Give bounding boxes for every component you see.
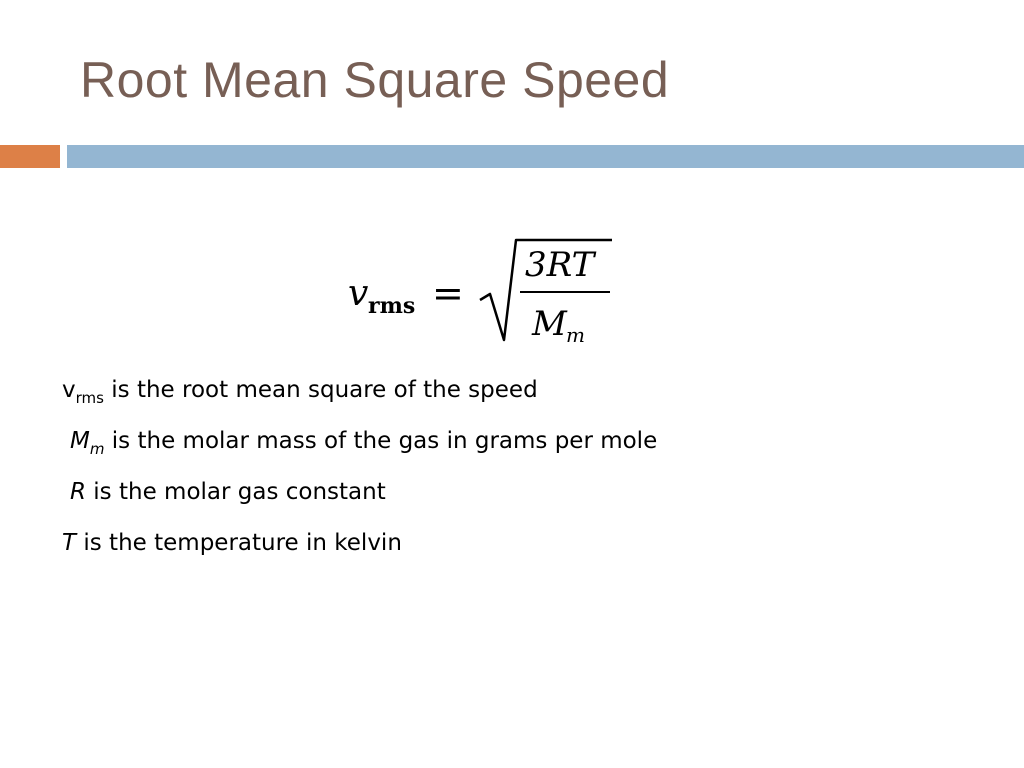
rms-speed-formula [340, 230, 630, 350]
definition-symbol: T [62, 530, 77, 556]
definition-text: is the molar mass of the gas in grams per mole [104, 428, 658, 454]
definition-symbol: R [70, 479, 86, 505]
definition-text: is the molar gas constant [85, 479, 386, 505]
definition-gas-constant [62, 474, 657, 525]
definition-symbol: v [62, 377, 76, 403]
definition-text: is the temperature in kelvin [76, 530, 402, 556]
accent-bar [0, 145, 60, 168]
slide-title: Root Mean Square Speed [80, 52, 670, 108]
definition-temperature [62, 525, 657, 576]
definition-molar-mass [62, 423, 657, 474]
definition-text: is the root mean square of the speed [103, 377, 538, 403]
definition-symbol: M [70, 428, 90, 454]
formula-equals: = [432, 271, 464, 315]
definition-subscript: m [89, 440, 105, 458]
formula-denominator-sub: m [566, 323, 585, 347]
title-rule-bar [67, 145, 1024, 168]
definition-vrms [62, 372, 657, 423]
formula-lhs-var: v [348, 273, 369, 314]
definition-subscript: rms [75, 389, 104, 407]
formula-denominator-var: M [532, 304, 567, 344]
formula-lhs-sub: rms [368, 293, 416, 319]
variable-definitions [62, 372, 657, 576]
formula-numerator: 3RT [525, 245, 595, 285]
